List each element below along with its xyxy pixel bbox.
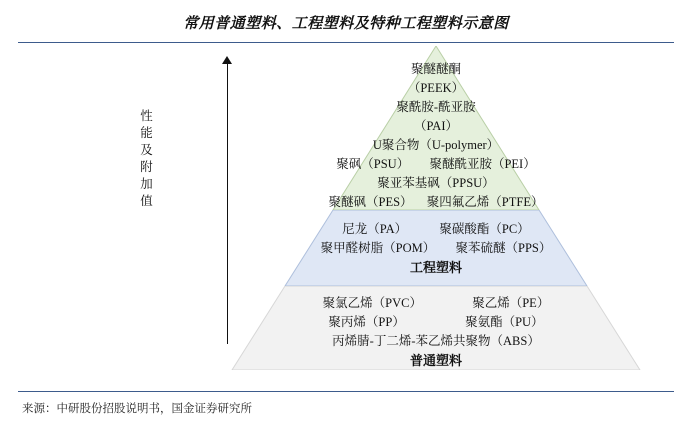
plastic-row <box>226 98 646 117</box>
plastic-row <box>226 174 646 193</box>
plastic-label: （PAI） <box>414 119 458 133</box>
plastic-label: 聚醚砜（PES） <box>328 195 413 209</box>
plastic-label: 聚苯硫醚（PPS） <box>455 241 552 255</box>
plastic-row <box>226 117 646 136</box>
plastic-row <box>226 79 646 98</box>
plastic-row <box>226 155 646 174</box>
band-title-general: 普通塑料 <box>409 353 462 368</box>
plastic-label: 聚乙烯（PE） <box>472 296 550 310</box>
source-note: 来源：中研股份招股说明书，国金证券研究所 <box>22 403 252 415</box>
plastic-label: 聚醚醚酮 <box>410 62 461 76</box>
pyramid <box>226 46 646 366</box>
plastic-label: （PEEK） <box>407 81 465 95</box>
footer-divider <box>18 391 674 392</box>
pyramid-band-engineering <box>226 210 646 286</box>
band-title-engineering: 工程塑料 <box>409 260 462 275</box>
plastic-row <box>226 239 646 258</box>
plastic-row <box>226 60 646 79</box>
plastic-row <box>226 220 646 239</box>
plastic-label: 尼龙（PA） <box>342 222 408 236</box>
plastic-label: 聚砜（PSU） <box>336 157 410 171</box>
page-title: 常用普通塑料、工程塑料及特种工程塑料示意图 <box>183 16 509 32</box>
plastic-row <box>226 313 646 332</box>
plastic-row <box>226 294 646 313</box>
pyramid-diagram <box>18 46 674 376</box>
plastic-row <box>226 332 646 351</box>
pyramid-band-general <box>226 286 646 370</box>
title-divider <box>18 42 674 43</box>
plastic-label: 聚氨酯（PU） <box>465 315 544 329</box>
axis-label: 性能及附加值 <box>140 109 154 208</box>
plastic-label: 丙烯腈-丁二烯-苯乙烯共聚物（ABS） <box>332 334 540 348</box>
plastic-label: U聚合物（U-polymer） <box>372 138 500 152</box>
plastic-label: 聚亚苯基砜（PPSU） <box>377 176 495 190</box>
plastic-label: 聚四氟乙烯（PTFE） <box>426 195 544 209</box>
plastic-label: 聚氯乙烯（PVC） <box>322 296 422 310</box>
plastic-label: 聚醚酰亚胺（PEI） <box>429 157 536 171</box>
plastic-label: 聚甲醛树脂（POM） <box>320 241 436 255</box>
plastic-row <box>226 136 646 155</box>
pyramid-band-special-engineering <box>226 46 646 210</box>
plastic-label: 聚碳酸酯（PC） <box>439 222 530 236</box>
plastic-label: 聚丙烯（PP） <box>328 315 405 329</box>
plastic-label: 聚酰胺-酰亚胺 <box>396 100 476 114</box>
